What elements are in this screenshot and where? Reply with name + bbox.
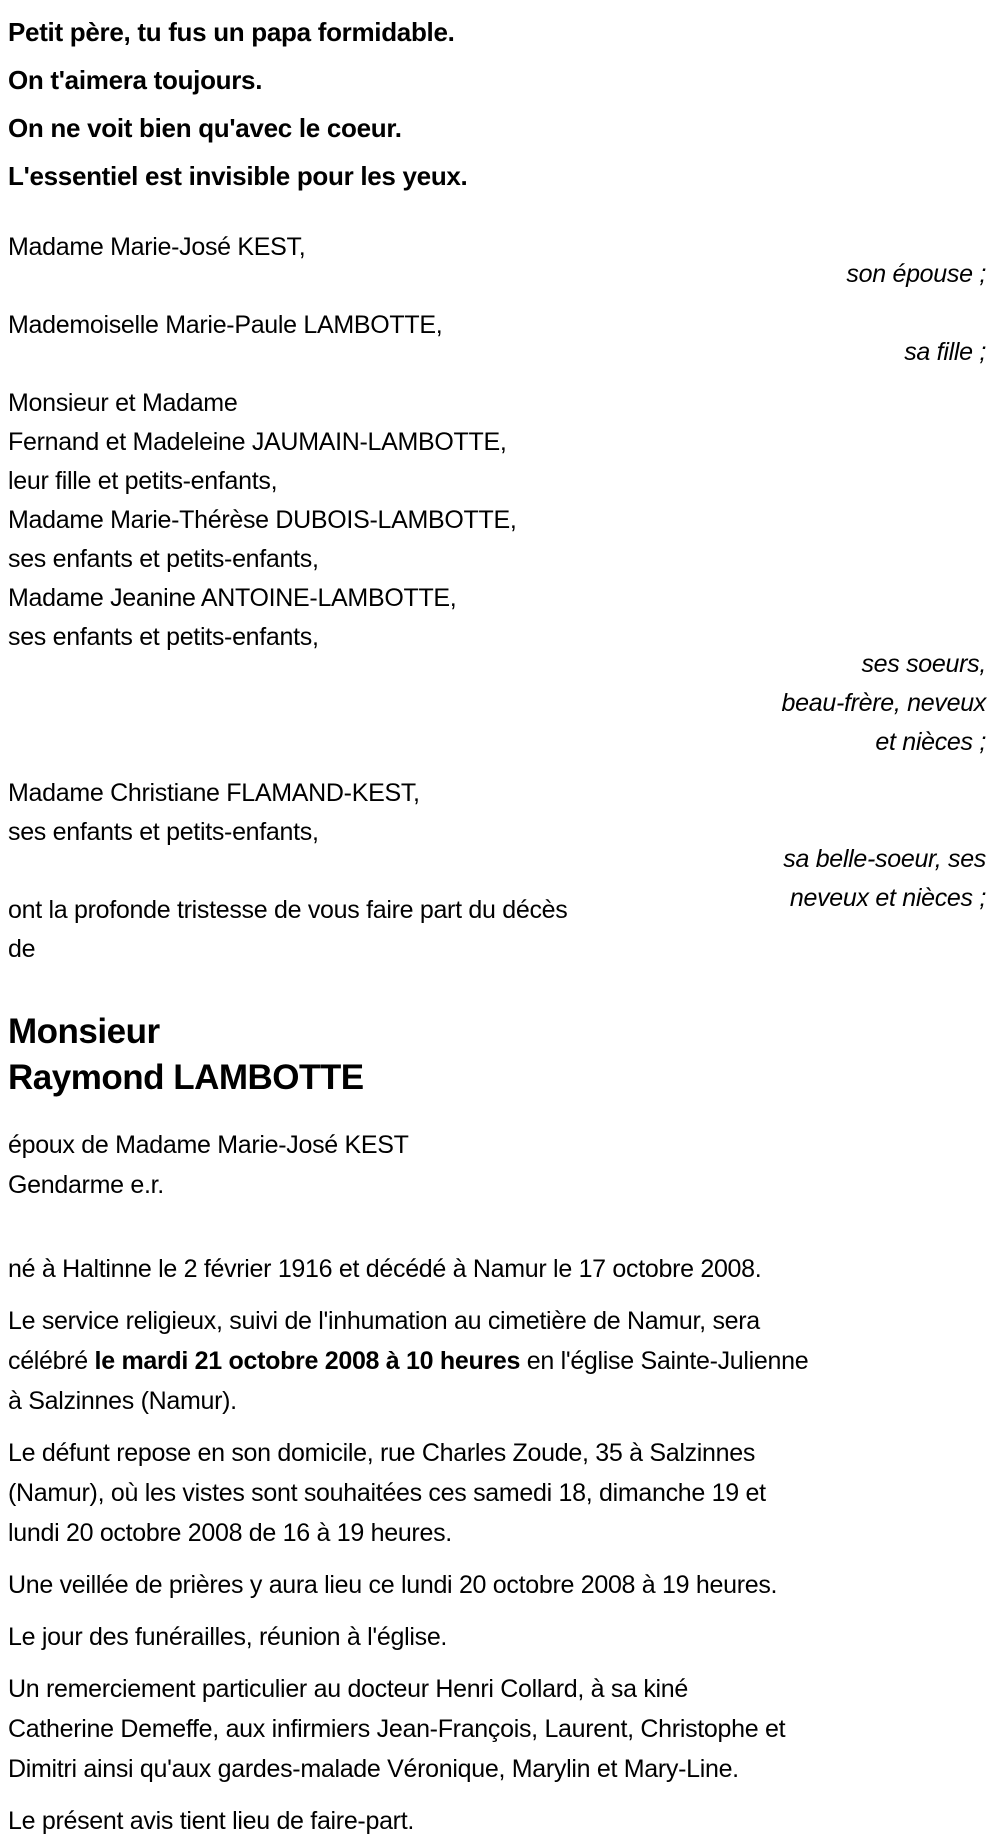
relation-label: ses soeurs, bbox=[861, 650, 986, 678]
announcement-details bbox=[8, 1249, 986, 1841]
funeral-day-paragraph bbox=[8, 1617, 986, 1657]
closing-sentence bbox=[8, 845, 986, 969]
relation-label-group bbox=[783, 840, 986, 918]
service-line bbox=[8, 1341, 986, 1381]
birth-death-line: né à Haltinne le 2 février 1916 et décédé à Namur le 17 octobre 2008. bbox=[8, 1255, 762, 1283]
thanks-line: Catherine Demeffe, aux infirmiers Jean-François, Laurent, Christophe et bbox=[8, 1715, 786, 1743]
closing-line: de bbox=[8, 935, 36, 963]
service-line: Le service religieux, suivi de l'inhumation au cimetière de Namur, sera bbox=[8, 1307, 760, 1335]
relation-label: sa fille ; bbox=[904, 338, 986, 366]
service-line: à Salzinnes (Namur). bbox=[8, 1387, 237, 1415]
deceased-name-block bbox=[8, 1009, 986, 1101]
deceased-subtitle bbox=[8, 1125, 986, 1205]
repose-paragraph bbox=[8, 1433, 986, 1553]
service-line2-pre: célébré bbox=[8, 1347, 95, 1375]
epitaph-line: L'essentiel est invisible pour les yeux. bbox=[8, 161, 468, 191]
family-member-line: leur fille et petits-enfants, bbox=[8, 467, 278, 495]
family-member-line: Madame Marie-José KEST, bbox=[8, 233, 306, 261]
family-member-line: Fernand et Madeleine JAUMAIN-LAMBOTTE, bbox=[8, 428, 507, 456]
closing-line: ont la profonde tristesse de vous faire part du décès bbox=[8, 896, 568, 924]
family-member-line: Madame Jeanine ANTOINE-LAMBOTTE, bbox=[8, 584, 457, 612]
epitaph-line: On t'aimera toujours. bbox=[8, 65, 263, 95]
deceased-title: Monsieur bbox=[8, 1012, 160, 1051]
relation-label: sa belle-soeur, ses bbox=[783, 845, 986, 873]
relation-label: et nièces ; bbox=[875, 728, 986, 756]
notice-line: Le présent avis tient lieu de faire-part. bbox=[8, 1807, 414, 1835]
spouse-line: époux de Madame Marie-José KEST bbox=[8, 1131, 409, 1159]
family-member-line: Monsieur et Madame bbox=[8, 389, 238, 417]
thanks-line: Un remerciement particulier au docteur Henri Collard, à sa kiné bbox=[8, 1675, 689, 1703]
deceased-name: Raymond LAMBOTTE bbox=[8, 1058, 364, 1097]
vigil-line: Une veillée de prières y aura lieu ce lundi 20 octobre 2008 à 19 heures. bbox=[8, 1571, 778, 1599]
thanks-paragraph bbox=[8, 1669, 986, 1789]
family-member-line: ses enfants et petits-enfants, bbox=[8, 545, 319, 573]
vigil-paragraph bbox=[8, 1565, 986, 1605]
family-member-line: Madame Marie-Thérèse DUBOIS-LAMBOTTE, bbox=[8, 506, 517, 534]
relation-label: beau-frère, neveux bbox=[781, 689, 986, 717]
service-paragraph bbox=[8, 1301, 986, 1421]
family-member-line: ses enfants et petits-enfants, bbox=[8, 818, 319, 846]
birth-death-paragraph bbox=[8, 1249, 986, 1289]
repose-line: (Namur), où les vistes sont souhaitées ces samedi 18, dimanche 19 et bbox=[8, 1479, 766, 1507]
epitaph-line: Petit père, tu fus un papa formidable. bbox=[8, 17, 455, 47]
epitaph-line: On ne voit bien qu'avec le coeur. bbox=[8, 113, 402, 143]
thanks-line: Dimitri ainsi qu'aux gardes-malade Véronique, Marylin et Mary-Line. bbox=[8, 1755, 739, 1783]
service-date-bold: le mardi 21 octobre 2008 à 10 heures bbox=[94, 1347, 521, 1375]
repose-line: Le défunt repose en son domicile, rue Charles Zoude, 35 à Salzinnes bbox=[8, 1439, 756, 1467]
family-member-line: Mademoiselle Marie-Paule LAMBOTTE, bbox=[8, 311, 443, 339]
notice-paragraph bbox=[8, 1801, 986, 1841]
family-member-line: ses enfants et petits-enfants, bbox=[8, 623, 319, 651]
family-member-line: Madame Christiane FLAMAND-KEST, bbox=[8, 779, 420, 807]
profession-line: Gendarme e.r. bbox=[8, 1171, 164, 1199]
funeral-day-line: Le jour des funérailles, réunion à l'église. bbox=[8, 1623, 448, 1651]
family-list bbox=[8, 228, 986, 852]
repose-line: lundi 20 octobre 2008 de 16 à 19 heures. bbox=[8, 1519, 452, 1547]
relation-label: neveux et nièces ; bbox=[789, 884, 986, 912]
relation-label: son épouse ; bbox=[846, 260, 986, 288]
service-line2-post: en l'église Sainte-Julienne bbox=[520, 1347, 809, 1375]
epitaph-quotes bbox=[8, 8, 986, 200]
